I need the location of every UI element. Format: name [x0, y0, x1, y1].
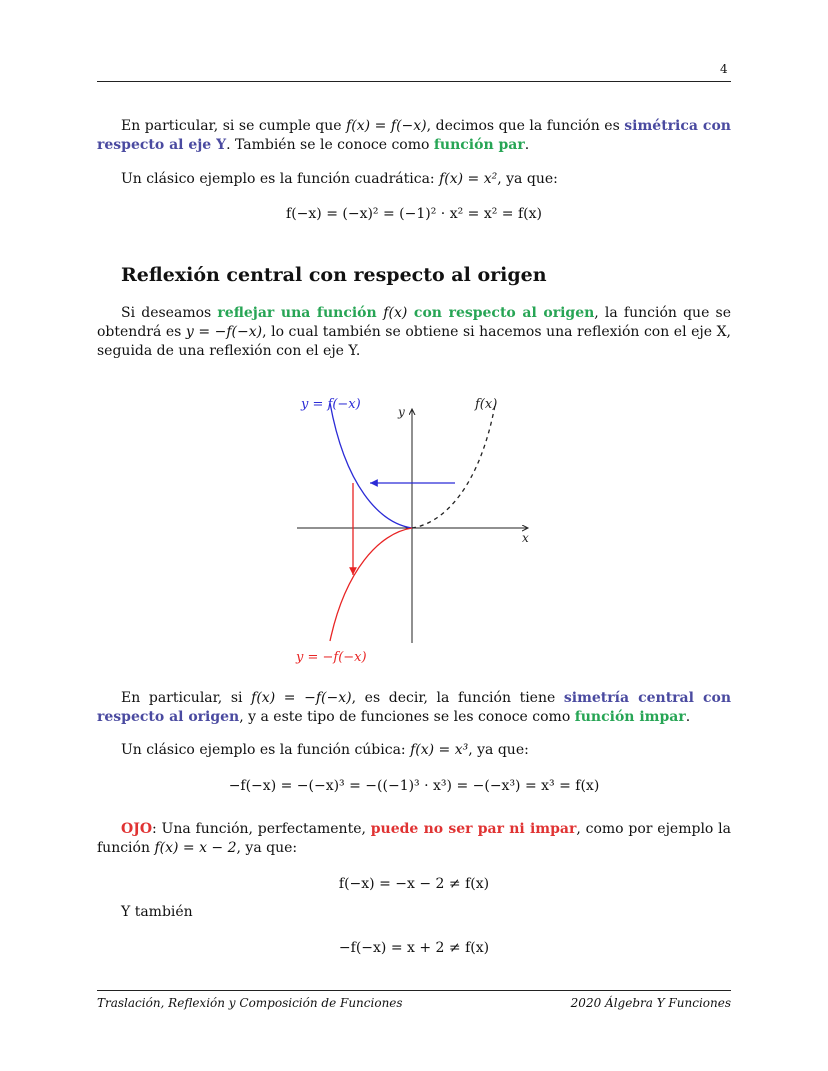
label-red-curve: y = −f(−x) — [296, 650, 367, 665]
label-blue-curve: y = f(−x) — [301, 397, 361, 412]
label-y-axis: y — [398, 405, 405, 419]
reflection-figure — [0, 385, 828, 685]
footer-right: 2020 Álgebra Y Funciones — [570, 996, 731, 1010]
paragraph-even-definition: En particular, si se cumple que f(x) = f(−x), decimos que la función es simétrica con respecto al eje Y. También se le conoce como función par. — [97, 118, 731, 153]
paragraph-neither: OJO: Una función, perfectamente, puede no ser par ni impar, como por ejemplo la función f(x) = x − 2, ya que: — [97, 821, 732, 856]
paragraph-odd-definition: En particular, si f(x) = −f(−x), es decir, la función tiene simetría central con respecto al origen, y a este tipo de funciones se les conoce como función impar. — [97, 690, 732, 725]
fx-curve-dashed — [412, 405, 495, 528]
footer-left: Traslación, Reflexión y Composición de Funciones — [97, 996, 403, 1010]
label-fx: f(x) — [475, 397, 498, 412]
paragraph-also: Y también — [121, 904, 193, 920]
equation-neither-2: −f(−x) = x + 2 ≠ f(x) — [338, 940, 490, 956]
footer-rule — [97, 990, 731, 991]
label-x-axis: x — [522, 531, 529, 545]
page-number: 4 — [720, 62, 728, 76]
paragraph-cubic-example: Un clásico ejemplo es la función cúbica: f(x) = x³, ya que: — [121, 742, 529, 758]
paragraph-origin-reflection: Si deseamos reflejar una función f(x) con respecto al origen, la función que se obtendrá es y = −f(−x), lo cual también se obtiene si hacemos una reflexión con el eje X, seguida de una reflexión con el eje Y. — [97, 305, 732, 359]
equation-quadratic: f(−x) = (−x)² = (−1)² · x² = x² = f(x) — [286, 206, 542, 222]
blue-curve — [330, 403, 412, 528]
header-rule — [97, 81, 731, 82]
red-curve — [330, 528, 412, 641]
equation-neither-1: f(−x) = −x − 2 ≠ f(x) — [338, 876, 490, 892]
paragraph-quadratic-example: Un clásico ejemplo es la función cuadrática: f(x) = x², ya que: — [121, 171, 558, 187]
section-title: Reflexión central con respecto al origen — [121, 264, 547, 286]
equation-cubic: −f(−x) = −(−x)³ = −((−1)³ · x³) = −(−x³) = x³ = f(x) — [228, 778, 600, 794]
